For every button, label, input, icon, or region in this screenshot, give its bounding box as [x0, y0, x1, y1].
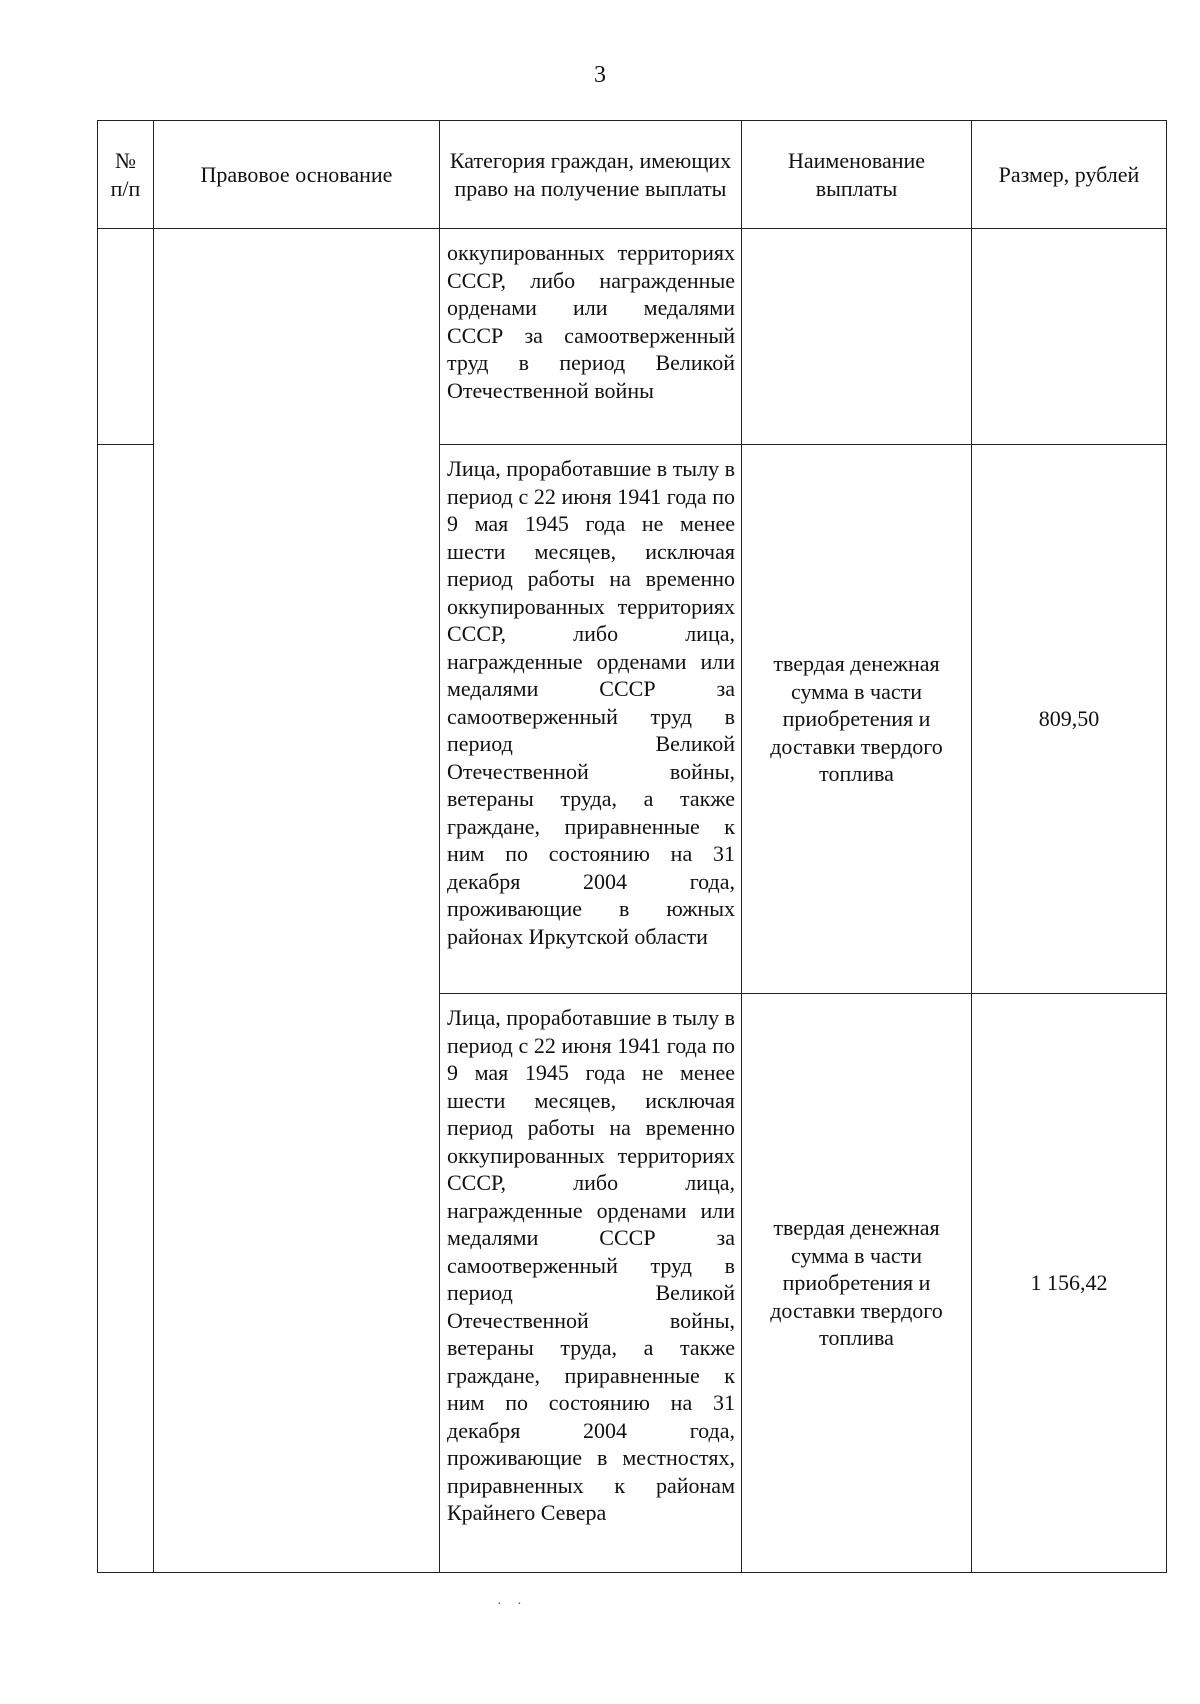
- cell-payment-name: твердая денежная сумма в части приобретения и доставки твердого топлива: [742, 994, 972, 1573]
- header-legal-basis: Правовое основание: [154, 121, 440, 229]
- table-row: [98, 229, 1167, 445]
- header-amount: Размер, рублей: [972, 121, 1167, 229]
- cell-payment-name: [742, 229, 972, 445]
- cell-amount: 1 156,42: [972, 994, 1167, 1573]
- header-num: № п/п: [98, 121, 154, 229]
- scan-artifact: · ·: [497, 1597, 528, 1612]
- header-category: Категория граждан, имеющих право на получение выплаты: [440, 121, 742, 229]
- cell-payment-name: твердая денежная сумма в части приобретения и доставки твердого топлива: [742, 445, 972, 994]
- cell-category: Лица, проработавшие в тылу в период с 22 июня 1941 года по 9 мая 1945 года не менее шести месяцев, исключая период работы на временно оккупированных территориях СССР, либо лица, награжденные орденами или медалями СССР за самоотверженный труд в период Великой Отечественной войны, ветераны труда, а также граждане, приравненные к ним по состоянию на 31 декабря 2004 года, проживающие в южных районах Иркутской области: [440, 445, 742, 994]
- table-header-row: [98, 121, 1167, 229]
- cell-category: Лица, проработавшие в тылу в период с 22 июня 1941 года по 9 мая 1945 года не менее шести месяцев, исключая период работы на временно оккупированных территориях СССР, либо лица, награжденные орденами или медалями СССР за самоотверженный труд в период Великой Отечественной войны, ветераны труда, а также граждане, приравненные к ним по состоянию на 31 декабря 2004 года, проживающие в местностях, приравненных к районам Крайнего Севера: [440, 994, 742, 1573]
- cell-amount: 809,50: [972, 445, 1167, 994]
- cell-num: [98, 229, 154, 445]
- page-number: 3: [594, 62, 606, 88]
- benefits-table: [97, 120, 1167, 1573]
- cell-legal-basis: [154, 229, 440, 1573]
- cell-amount: [972, 229, 1167, 445]
- header-payment-name: Наименование выплаты: [742, 121, 972, 229]
- cell-category: оккупированных территориях СССР, либо награжденные орденами или медалями СССР за самоотверженный труд в период Великой Отечественной войны: [440, 229, 742, 445]
- cell-num: [98, 445, 154, 1573]
